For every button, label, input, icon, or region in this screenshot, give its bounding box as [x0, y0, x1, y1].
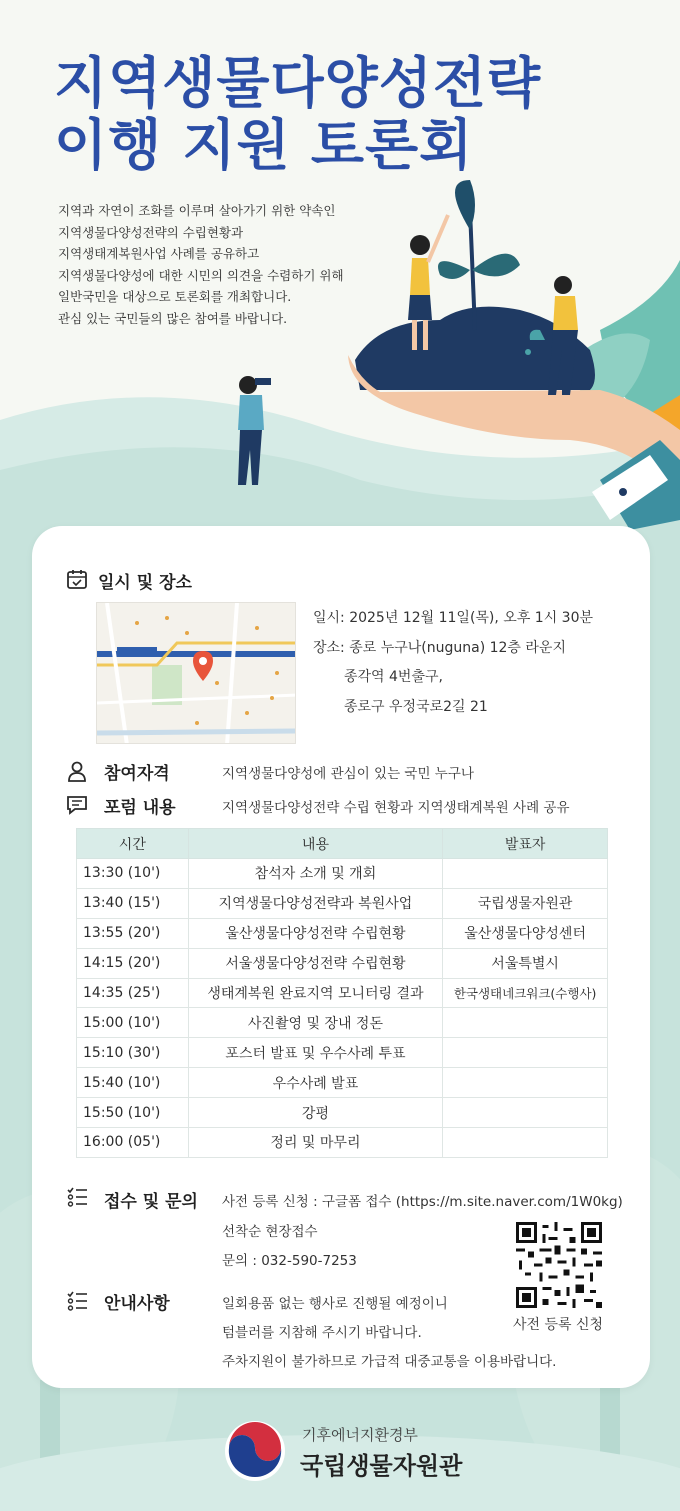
- title-line-1: 지역생물다양성전략: [54, 51, 542, 115]
- table-row: [77, 1068, 608, 1098]
- notice-line: 텀블러를 지참해 주시기 바랍니다.: [222, 1325, 422, 1341]
- table-row: [77, 1098, 608, 1128]
- eligibility-heading: 참여자격: [104, 764, 170, 784]
- table-row: [77, 918, 608, 948]
- forum-text: 지역생물다양성전략 수립 현황과 지역생태계복원 사례 공유: [222, 800, 570, 816]
- cell-time: 14:15 (20'): [77, 948, 189, 978]
- cell-time: 15:50 (10'): [77, 1098, 189, 1128]
- qr-label: 사전 등록 신청: [513, 1317, 604, 1333]
- cell-content: 강평: [188, 1098, 443, 1128]
- place-text: 종각역 4번출구,: [344, 669, 443, 685]
- cell-time: 15:00 (10'): [77, 1008, 189, 1038]
- cell-speaker: 울산생물다양성센터: [443, 918, 608, 948]
- calendar-icon: [66, 568, 88, 590]
- header-speaker: 발표자: [443, 829, 608, 859]
- table-row: [77, 978, 608, 1008]
- intro-line: 지역생물다양성에 대한 시민의 의견을 수렴하기 위해: [58, 267, 344, 283]
- table-row: [77, 948, 608, 978]
- ministry-name: 기후에너지환경부: [302, 1426, 418, 1444]
- intro-text: [58, 200, 344, 329]
- cell-speaker: [443, 1098, 608, 1128]
- header-time: 시간: [77, 829, 189, 859]
- cell-speaker: 국립생물자원관: [443, 888, 608, 918]
- cell-speaker: [443, 1038, 608, 1068]
- cell-time: 13:40 (15'): [77, 888, 189, 918]
- title-line-2: 이행 지원 토론회: [54, 113, 474, 177]
- cell-speaker: 서울특별시: [443, 948, 608, 978]
- location-map[interactable]: [96, 602, 296, 744]
- checklist-icon: [66, 1186, 88, 1208]
- table-row: [77, 859, 608, 889]
- cell-time: 13:55 (20'): [77, 918, 189, 948]
- info-card: [32, 526, 650, 1388]
- map-graphic: [97, 603, 296, 744]
- table-row: [77, 1128, 608, 1158]
- cell-content: 서울생물다양성전략 수립현황: [188, 948, 443, 978]
- person-icon: [66, 760, 88, 782]
- forum-heading: 포럼 내용: [104, 798, 176, 818]
- cell-content: 포스터 발표 및 우수사례 투표: [188, 1038, 443, 1068]
- intro-line: 일반국민을 대상으로 토론회를 개최합니다.: [58, 289, 292, 304]
- qr-code[interactable]: [516, 1222, 602, 1308]
- cell-time: 16:00 (05'): [77, 1128, 189, 1158]
- notice-line: 주차지원이 불가하므로 가급적 대중교통을 이용바랍니다.: [222, 1354, 557, 1370]
- inquiry-phone: 문의 : 032-590-7253: [222, 1253, 357, 1269]
- organization-name: 국립생물자원관: [300, 1452, 463, 1480]
- schedule-place-info: [313, 604, 593, 722]
- cell-speaker: [443, 859, 608, 889]
- registration-line: 사전 등록 신청 : 구글폼 접수 (https://m.site.naver.com/1W0kg): [222, 1194, 623, 1210]
- intro-line: 지역생물다양성전략의 수립현황과: [58, 224, 244, 240]
- place-text: 종로구 우정국로2길 21: [344, 698, 488, 715]
- government-logo: [222, 1418, 288, 1484]
- cell-speaker: [443, 1068, 608, 1098]
- cell-time: 15:40 (10'): [77, 1068, 189, 1098]
- intro-line: 지역과 자연이 조화를 이루며 살아가기 위한 약속인: [58, 203, 336, 218]
- intro-line: 관심 있는 국민들의 많은 참여를 바랍니다.: [58, 310, 288, 326]
- table-header-row: [77, 829, 608, 859]
- date-text: 일시: 2025년 12월 11일(목), 오후 1시 30분: [313, 610, 594, 626]
- registration-heading: 접수 및 문의: [104, 1192, 198, 1212]
- table-row: [77, 1008, 608, 1038]
- event-title: [54, 52, 541, 176]
- cell-time: 14:35 (25'): [77, 978, 189, 1008]
- place-text: 장소: 종로 누구나(nuguna) 12층 라운지: [313, 639, 566, 656]
- registration-line: 선착순 현장접수: [222, 1224, 318, 1240]
- cell-time: 13:30 (10'): [77, 859, 189, 889]
- cell-content: 사진촬영 및 장내 정돈: [188, 1008, 443, 1038]
- cell-time: 15:10 (30'): [77, 1038, 189, 1068]
- cell-content: 우수사례 발표: [188, 1068, 443, 1098]
- checklist-icon: [66, 1290, 88, 1312]
- table-row: [77, 1038, 608, 1068]
- cell-speaker: [443, 1128, 608, 1158]
- cell-content: 생태계복원 완료지역 모니터링 결과: [188, 978, 443, 1008]
- schedule-place-heading: 일시 및 장소: [98, 573, 192, 593]
- notice-line: 일회용품 없는 행사로 진행될 예정이니: [222, 1296, 448, 1312]
- table-row: [77, 888, 608, 918]
- cell-content: 참석자 소개 및 개회: [188, 859, 443, 889]
- cell-content: 정리 및 마무리: [188, 1128, 443, 1158]
- chat-icon: [66, 794, 88, 816]
- eligibility-text: 지역생물다양성에 관심이 있는 국민 누구나: [222, 766, 474, 782]
- cell-speaker: [443, 1008, 608, 1038]
- cell-content: 울산생물다양성전략 수립현황: [188, 918, 443, 948]
- intro-line: 지역생태계복원사업 사례를 공유하고: [58, 246, 260, 261]
- header-content: 내용: [188, 829, 443, 859]
- notice-heading: 안내사항: [104, 1294, 170, 1314]
- schedule-table: [76, 828, 608, 1158]
- cell-content: 지역생물다양성전략과 복원사업: [188, 888, 443, 918]
- cell-speaker: 한국생태네크워크(수행사): [443, 978, 608, 1008]
